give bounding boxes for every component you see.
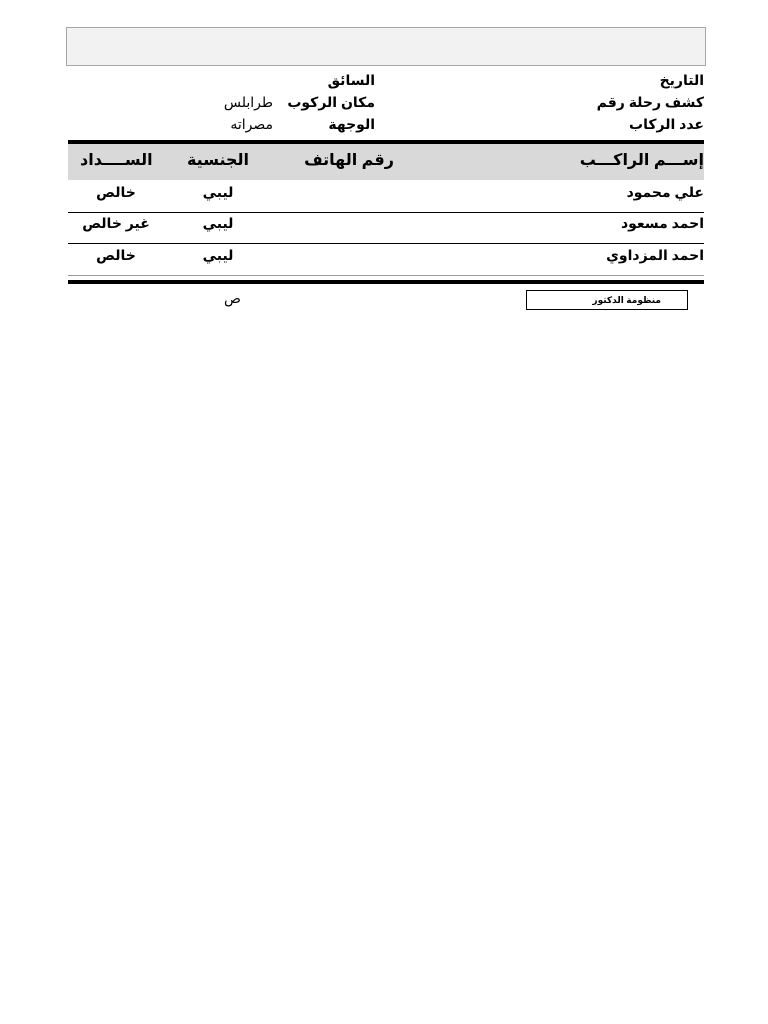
destination-value: مصراته (230, 116, 273, 132)
passenger-name: احمد مسعود (620, 215, 704, 231)
table-header (68, 144, 704, 180)
passenger-nationality: ليبي (202, 215, 234, 231)
driver-label: السائق (327, 72, 375, 88)
trip-number-label: كشف رحلة رقم (596, 94, 704, 110)
passenger-name: علي محمود (626, 184, 704, 200)
table-bottom-rule (68, 280, 704, 284)
destination-label: الوجهة (328, 116, 375, 132)
date-label: التاريخ (659, 72, 704, 88)
passenger-payment: خالص (96, 247, 136, 263)
column-header-phone: رقم الهاتف (304, 152, 394, 169)
column-header-name: إســـم الراكـــب (579, 152, 704, 169)
row-divider (68, 275, 704, 276)
column-header-payment: الســــداد (80, 152, 153, 169)
boarding-place-label: مكان الركوب (287, 94, 375, 110)
system-name-box: منظومة الدكتور (526, 290, 688, 310)
row-divider (68, 212, 704, 213)
report-header-banner (66, 27, 706, 66)
passenger-count-label: عدد الركاب (629, 116, 704, 132)
column-header-nationality: الجنسية (186, 152, 250, 169)
page-label: ص (224, 290, 241, 306)
passenger-payment: خالص (96, 184, 136, 200)
row-divider (68, 243, 704, 244)
passenger-nationality: ليبي (202, 247, 234, 263)
boarding-place-value: طرابلس (223, 94, 273, 110)
passenger-nationality: ليبي (202, 184, 234, 200)
passenger-payment: غير خالص (82, 215, 150, 231)
passenger-name: احمد المزداوي (606, 247, 704, 263)
